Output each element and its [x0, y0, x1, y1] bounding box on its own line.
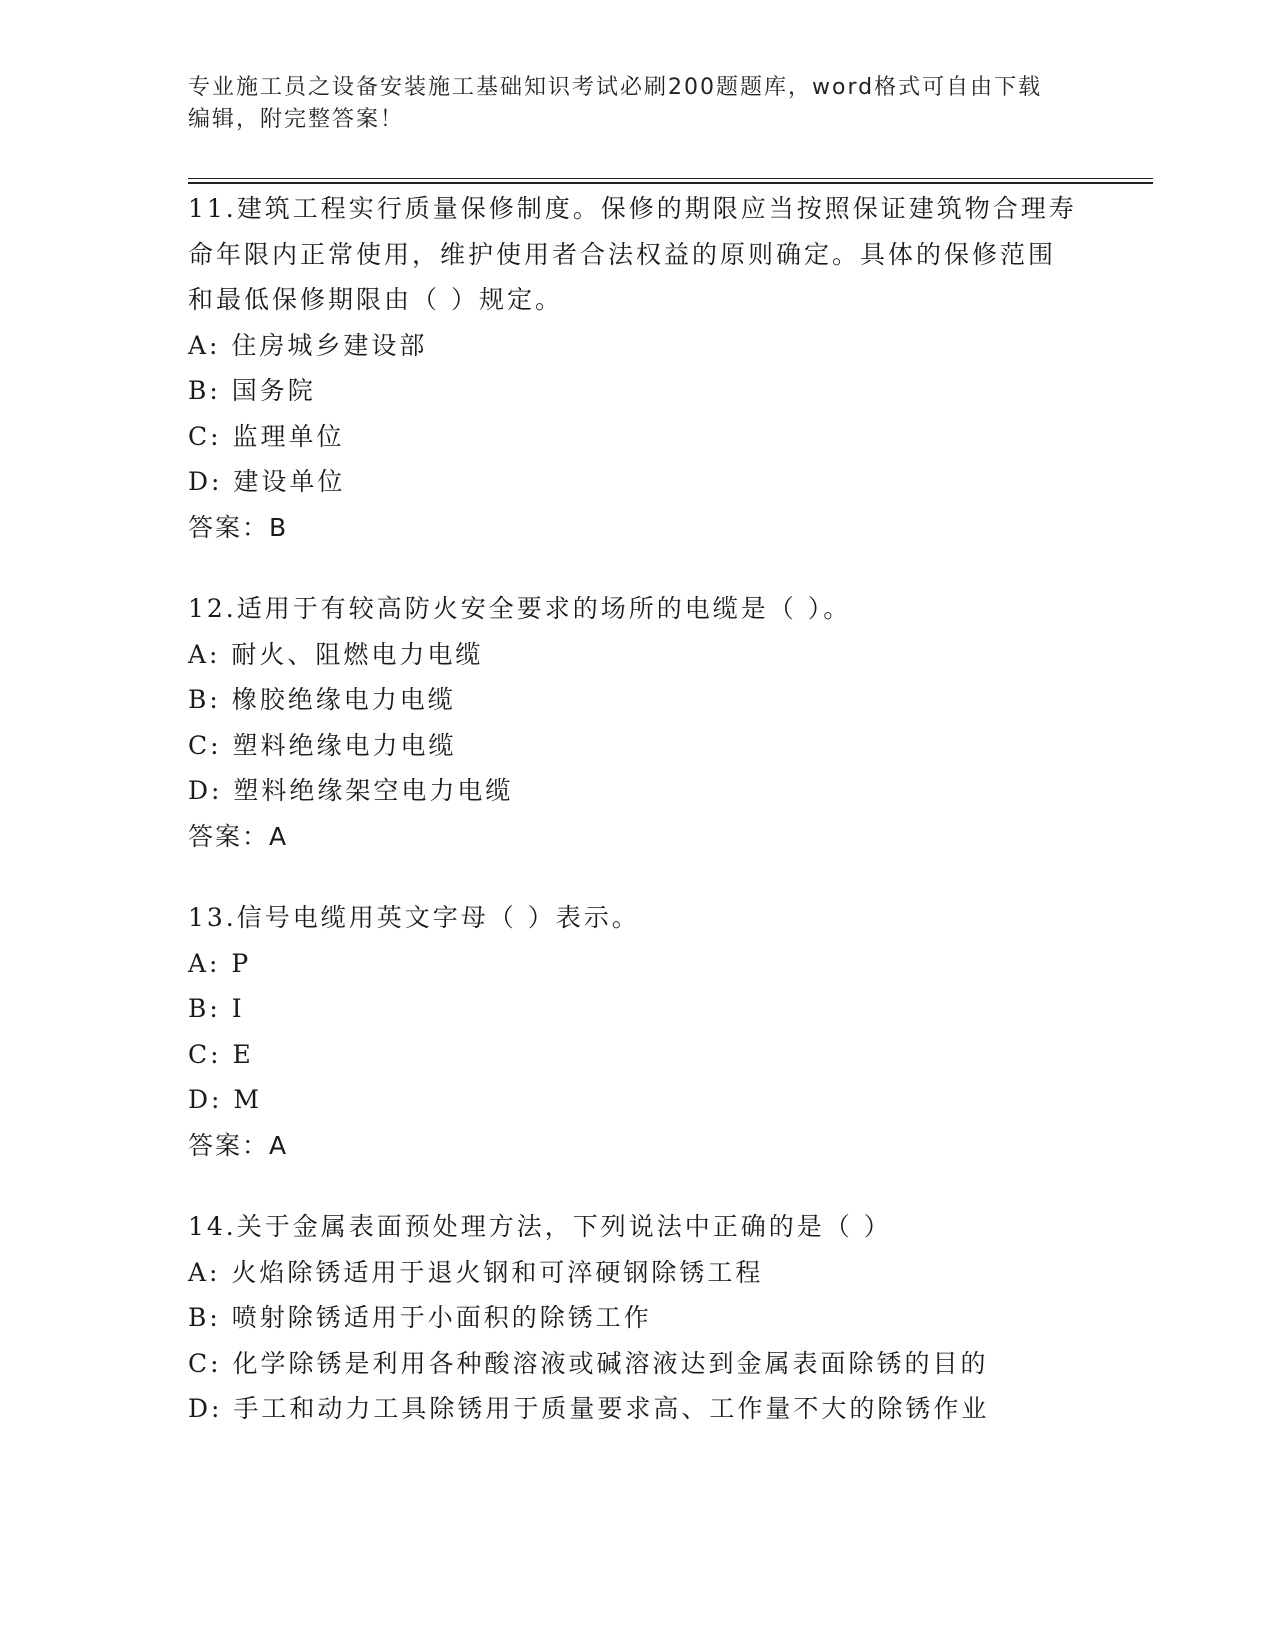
option-d: D: 手工和动力工具除锈用于质量要求高、工作量不大的除锈作业: [188, 1394, 990, 1423]
question-text: 11.建筑工程实行质量保修制度。保修的期限应当按照保证建筑物合理寿命年限内正常使用，维护使用者合法权益的原则确定。具体的保修范围和最低保修期限由（ ）规定。: [188, 194, 1077, 314]
header-rule-thin: [188, 178, 1153, 179]
question-12: [188, 586, 1128, 859]
option-b: B: 喷射除锈适用于小面积的除锈工作: [188, 1303, 652, 1332]
question-11: [188, 186, 1128, 550]
option-b: B: 橡胶绝缘电力电缆: [188, 685, 456, 714]
question-text: 13.信号电缆用英文字母（ ）表示。: [188, 903, 640, 932]
header-rule-thick: [188, 182, 1153, 184]
question-list: [188, 186, 1128, 1468]
question-text: 14.关于金属表面预处理方法，下列说法中正确的是（ ）: [188, 1212, 892, 1241]
header-line-1: 专业施工员之设备安装施工基础知识考试必刷200题题库，word格式可自由下载: [188, 75, 1043, 100]
option-c: C: 监理单位: [188, 421, 345, 451]
option-b: B: I: [188, 994, 245, 1023]
option-a: A: 火焰除锈适用于退火钢和可淬硬钢除锈工程: [188, 1257, 764, 1287]
option-d: D: M: [188, 1085, 263, 1114]
document-header: [188, 72, 1088, 136]
answer: 答案：A: [188, 821, 289, 851]
option-c: C: E: [188, 1039, 254, 1069]
option-a: A: 住房城乡建设部: [188, 330, 428, 360]
option-a: A: P: [188, 948, 252, 978]
option-b: B: 国务院: [188, 376, 316, 405]
option-c: C: 塑料绝缘电力电缆: [188, 730, 457, 760]
question-text: 12.适用于有较高防火安全要求的场所的电缆是（ ）。: [188, 594, 852, 623]
header-line-2: 编辑，附完整答案！: [188, 107, 405, 132]
option-d: D: 塑料绝缘架空电力电缆: [188, 776, 514, 805]
answer: 答案：B: [188, 512, 289, 542]
option-d: D: 建设单位: [188, 467, 346, 496]
question-14: [188, 1204, 1128, 1432]
answer: 答案：A: [188, 1130, 289, 1160]
option-a: A: 耐火、阻燃电力电缆: [188, 639, 484, 669]
option-c: C: 化学除锈是利用各种酸溶液或碱溶液达到金属表面除锈的目的: [188, 1348, 989, 1378]
question-13: [188, 895, 1128, 1168]
